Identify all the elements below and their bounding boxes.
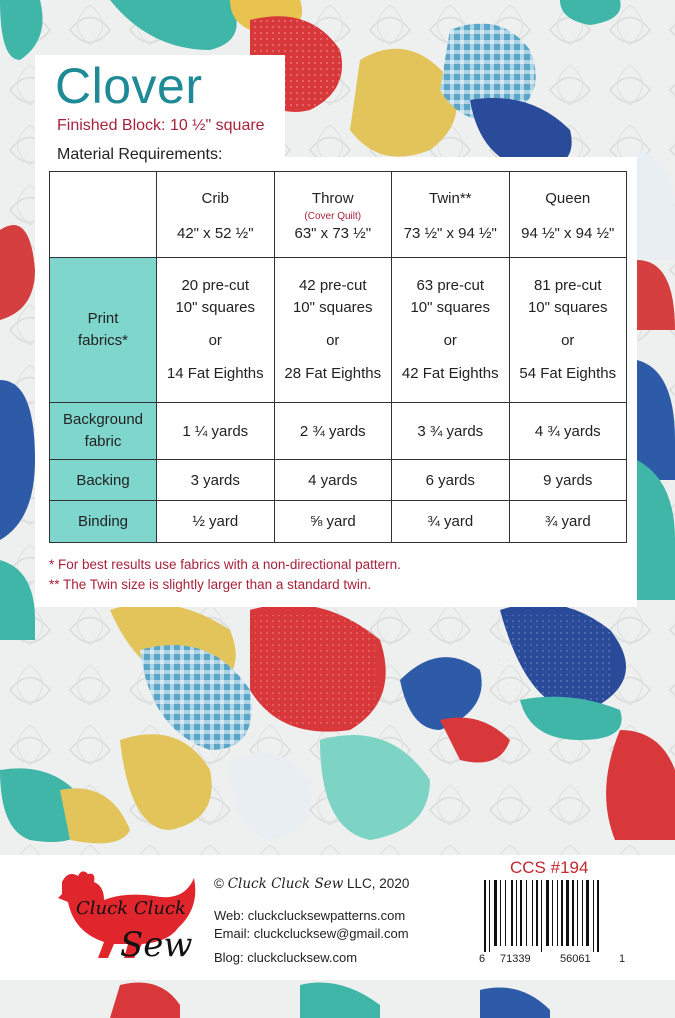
background-cell-throw: 2 ¾ yards (274, 403, 392, 460)
barcode-digits-left: 71339 (500, 953, 531, 965)
background-cell-queen: 4 ¾ yards (509, 403, 627, 460)
barcode-bar (505, 880, 506, 946)
or-label: or (208, 332, 222, 349)
barcode-bar (494, 880, 497, 946)
precut-count: 63 pre-cut (416, 277, 485, 294)
size-note (157, 211, 274, 223)
backing-cell-crib: 3 yards (157, 460, 275, 501)
barcode-bar (489, 880, 490, 952)
background-cell-twin: 3 ¾ yards (392, 403, 510, 460)
website-link[interactable]: Web: cluckclucksewpatterns.com (214, 908, 406, 923)
copyright-year: LLC, 2020 (347, 876, 410, 891)
size-column-queen (509, 172, 627, 258)
row-header-print-fabrics (50, 258, 157, 403)
barcode-bar (593, 880, 594, 952)
barcode-bar (541, 880, 542, 952)
binding-cell-twin: ¾ yard (392, 501, 510, 543)
size-name: Twin** (428, 189, 472, 207)
empty-corner-cell (50, 172, 157, 258)
fat-eighths: 28 Fat Eighths (284, 365, 382, 382)
size-note (392, 211, 509, 223)
barcode-bar (572, 880, 574, 946)
binding-cell-queen: ¾ yard (509, 501, 627, 543)
precut-size: 10" squares (527, 299, 608, 316)
print-fabrics-row (50, 258, 627, 403)
print-cell-queen (509, 258, 627, 403)
size-dimensions: 94 ½" x 94 ½" (521, 224, 615, 242)
barcode-bar (511, 880, 513, 946)
size-column-twin (392, 172, 510, 258)
barcode-bar (582, 880, 583, 946)
size-dimensions: 42" x 52 ½" (176, 224, 254, 242)
row-header-backing: Backing (50, 460, 157, 501)
barcode-bar (500, 880, 501, 946)
size-column-throw (274, 172, 392, 258)
size-name: Crib (201, 189, 229, 207)
background-cell-crib: 1 ¼ yards (157, 403, 275, 460)
print-cell-crib (157, 258, 275, 403)
backing-cell-queen: 9 yards (509, 460, 627, 501)
size-name: Queen (545, 189, 591, 207)
logo-text-top: Cluck Cluck (76, 898, 186, 919)
precut-size: 10" squares (175, 299, 256, 316)
size-name: Throw (311, 189, 354, 207)
material-requirements-table (49, 171, 627, 543)
or-label: or (561, 332, 575, 349)
barcode-icon (480, 880, 616, 952)
row-label: Background (62, 411, 144, 428)
row-header-background-fabric (50, 403, 157, 460)
barcode-bar (516, 880, 517, 946)
row-label: Print (87, 310, 119, 327)
size-header-row (50, 172, 627, 258)
material-requirements-heading: Material Requirements: (57, 146, 223, 163)
backing-cell-throw: 4 yards (274, 460, 392, 501)
email-link[interactable]: Email: cluckclucksew@gmail.com (214, 926, 409, 941)
size-note: (Cover Quilt) (304, 210, 362, 222)
size-note (510, 211, 627, 223)
barcode-bar (597, 880, 599, 952)
barcode-bar (536, 880, 538, 946)
binding-row (50, 501, 627, 543)
barcode-bar (577, 880, 578, 946)
footnote-twin-size: ** The Twin size is slightly larger than a standard twin. (49, 577, 372, 592)
barcode-bar (561, 880, 563, 946)
copyright-brand: Cluck Cluck Sew (227, 876, 344, 892)
binding-cell-crib: ½ yard (157, 501, 275, 543)
row-label: fabrics* (77, 332, 129, 349)
footnote-directional: * For best results use fabrics with a non-directional pattern. (49, 557, 401, 572)
barcode-digit-prefix: 6 (479, 953, 486, 965)
size-dimensions: 63" x 73 ½" (294, 224, 372, 242)
row-label: fabric (84, 433, 122, 450)
row-header-binding: Binding (50, 501, 157, 543)
barcode-bar (557, 880, 558, 946)
pattern-title: Clover (55, 58, 203, 114)
logo-text-bottom: Sew (120, 925, 193, 965)
background-fabric-row (50, 403, 627, 460)
fat-eighths: 14 Fat Eighths (166, 365, 264, 382)
precut-size: 10" squares (410, 299, 491, 316)
barcode-digit-check: 1 (619, 953, 626, 965)
fat-eighths: 42 Fat Eighths (401, 365, 499, 382)
copyright-symbol: © (214, 876, 224, 891)
size-dimensions: 73 ½" x 94 ½" (403, 224, 497, 242)
or-label: or (326, 332, 340, 349)
backing-row (50, 460, 627, 501)
product-code: CCS #194 (510, 858, 589, 877)
backing-cell-twin: 6 yards (392, 460, 510, 501)
size-column-crib (157, 172, 275, 258)
finished-block-size: Finished Block: 10 ½" square (57, 117, 265, 134)
barcode-bar (546, 880, 549, 946)
barcode-bar (526, 880, 527, 946)
precut-count: 42 pre-cut (298, 277, 367, 294)
barcode-bar (520, 880, 522, 946)
precut-count: 20 pre-cut (181, 277, 250, 294)
print-cell-throw (274, 258, 392, 403)
barcode-bar (532, 880, 533, 946)
barcode-bar (552, 880, 553, 946)
barcode-bar (586, 880, 589, 946)
or-label: or (443, 332, 457, 349)
barcode-bar (484, 880, 486, 952)
barcode-digits-right: 56061 (560, 953, 591, 965)
precut-count: 81 pre-cut (533, 277, 602, 294)
print-cell-twin (392, 258, 510, 403)
blog-link[interactable]: Blog: cluckclucksew.com (214, 950, 358, 965)
precut-size: 10" squares (292, 299, 373, 316)
barcode-bar (566, 880, 569, 946)
binding-cell-throw: ⅝ yard (274, 501, 392, 543)
copyright-line (214, 876, 409, 892)
fat-eighths: 54 Fat Eighths (519, 365, 617, 382)
